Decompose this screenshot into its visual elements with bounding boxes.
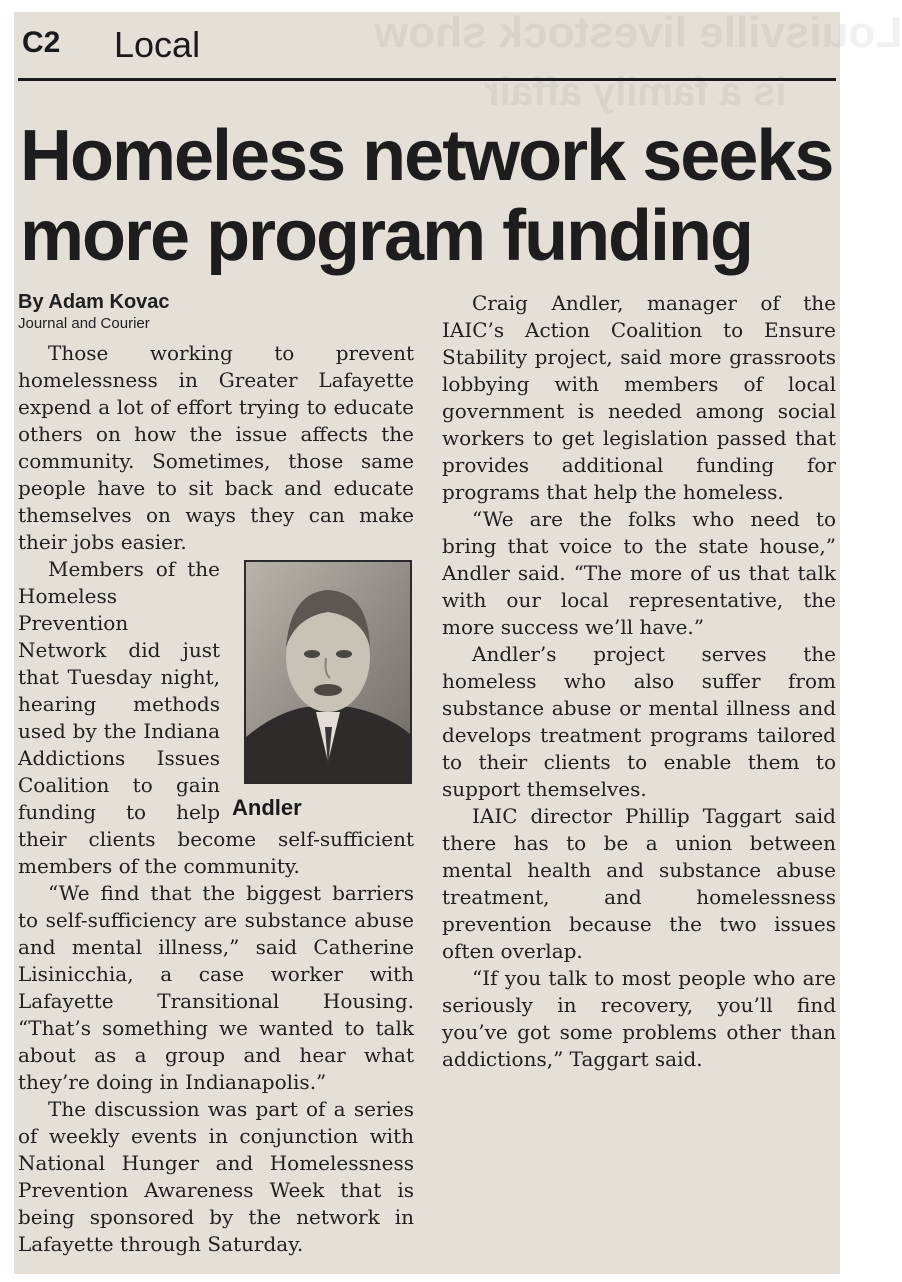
paragraph: The discussion was part of a series of weekly events in conjunction with National Hunger and Homelessness Prevention Awareness Week that is being sponsored by the network in Lafayette through Saturday. [18,1097,414,1256]
headline: Homeless network seeks more program funding [20,116,833,276]
paragraph: “We find that the biggest barriers to self-sufficiency are substance abuse and mental illness,” said Catherine Lisinicchia, a case worker with Lafayette Transitional Housing. “That’s something we wanted to talk about as a group and hear what they’re doing in Indianapolis.” [18,881,414,1094]
paragraph: Craig Andler, manager of the IAIC’s Action Coalition to Ensure Stability project, said more grassroots lobbying with members of local government is needed among social workers to get legislation passed that provides additional funding for programs that help the homeless. [442,291,836,504]
newspaper-clipping [14,8,902,1274]
portrait-photo [244,560,412,784]
photo-figure [230,560,414,822]
byline: By Adam Kovac [18,291,170,313]
affiliation: Journal and Courier [18,315,150,332]
photo-caption: Andler [232,795,302,820]
paragraph: IAIC director Phillip Taggart said there has to be a union between mental health and substance abuse treatment, and homelessness prevention because the two issues often overlap. [442,804,836,963]
paragraph: “If you talk to most people who are seriously in recovery, you’ll find you’ve got some problems other than addictions,” Taggart said. [442,966,836,1071]
bleed-through-text: Louisville livestock show [374,8,902,57]
paragraph: Those working to prevent homelessness in Greater Lafayette expend a lot of effort trying to educate others on how the issue affects the community. Sometimes, those same people have to sit back and educate themselves on ways they can make their jobs easier. [18,341,414,554]
section-number: C2 [22,26,61,59]
article-column-left [18,290,414,1258]
paragraph: Andler’s project serves the homeless who also suffer from substance abuse or mental illness and develops treatment programs tailored to their clients to enable them to support themselves. [442,642,836,801]
section-name: Local [114,24,201,65]
paragraph: Members of the Homeless Prevention Network did just that Tuesday night, hearing methods used by the Indiana Addictions Issues Coalition to gain funding to help their clients become self-sufficient members of the community. [18,557,414,878]
paragraph: “We are the folks who need to bring that voice to the state house,” Andler said. “The more of us that talk with our local representative, the more success we’ll have.” [442,507,836,639]
article-column-right [442,290,836,1073]
bleed-through-text: is a family affair [484,70,787,114]
section-header [18,18,836,81]
